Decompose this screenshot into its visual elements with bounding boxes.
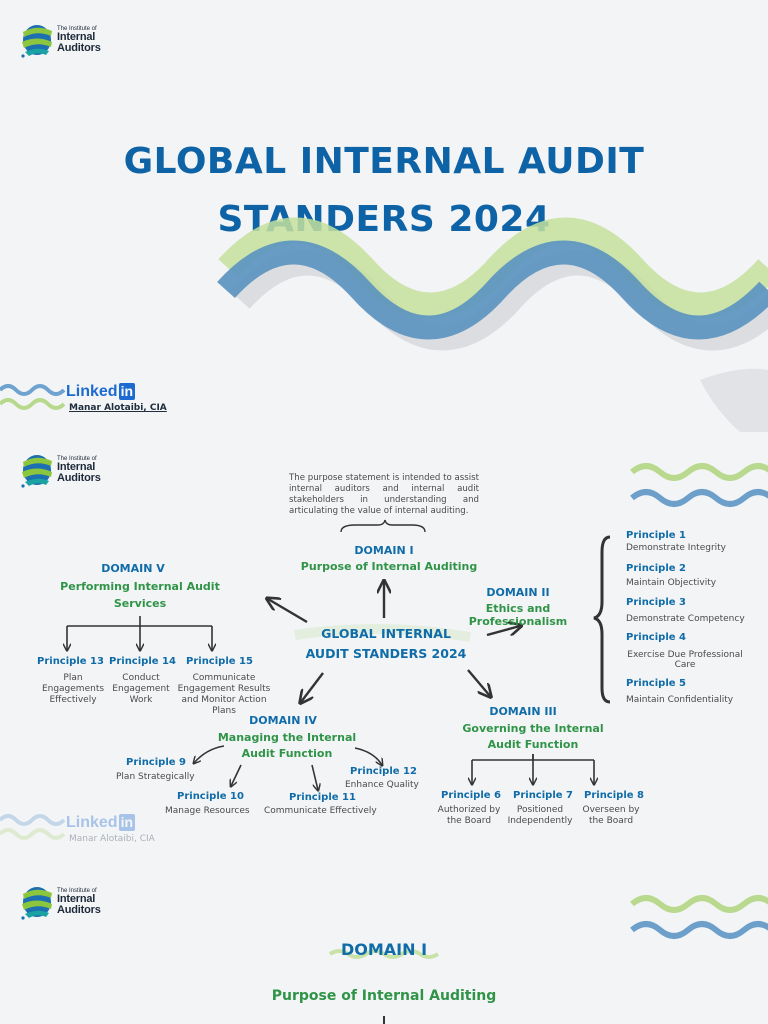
principle-6-desc: Authorized by the Board bbox=[437, 805, 501, 826]
corner-waves bbox=[632, 890, 768, 950]
principle-2-name: Principle 2 bbox=[626, 563, 686, 574]
page3-subtitle: Purpose of Internal Auditing bbox=[271, 988, 497, 1004]
cover-page bbox=[0, 0, 768, 432]
principle-2-desc: Maintain Objectivity bbox=[626, 578, 717, 588]
principle-6-name: Principle 6 bbox=[441, 790, 501, 801]
linkedin-word: Linked bbox=[66, 383, 118, 400]
principle-3-desc: Demonstrate Competency bbox=[626, 614, 745, 624]
principle-10-desc: Manage Resources bbox=[165, 806, 250, 816]
principle-5-desc: Maintain Confidentiality bbox=[626, 695, 734, 705]
principle-13-desc: Plan Engagements Effectively bbox=[41, 673, 105, 705]
principle-7-name: Principle 7 bbox=[513, 790, 573, 801]
principle-15-desc: Communicate Engagement Results and Monitor Action Plans bbox=[177, 673, 271, 716]
down-arrow-stub bbox=[380, 1016, 390, 1024]
domain2-subtitle: Ethics and Professionalism bbox=[468, 602, 568, 628]
author-link[interactable]: Manar Alotaibi, CIA bbox=[69, 403, 167, 413]
principle-11-name: Principle 11 bbox=[289, 792, 356, 803]
linkedin-word: Linked bbox=[66, 814, 118, 831]
principle-8-desc: Overseen by the Board bbox=[582, 805, 640, 826]
domain1-subtitle: Purpose of Internal Auditing bbox=[300, 560, 478, 573]
logo-line2: Internal bbox=[57, 461, 96, 473]
principle-9-name: Principle 9 bbox=[126, 757, 186, 768]
decorative-waves bbox=[0, 0, 768, 432]
principle-5-name: Principle 5 bbox=[626, 678, 686, 689]
logo-line2: Internal bbox=[57, 893, 96, 905]
domain3-subtitle: Governing the Internal Audit Function bbox=[462, 722, 604, 751]
logo-line2: Internal bbox=[57, 31, 96, 43]
small-waves-icon bbox=[0, 812, 62, 842]
page3-title: DOMAIN I bbox=[340, 940, 428, 959]
principle-15-name: Principle 15 bbox=[186, 656, 253, 667]
linkedin-in-icon: in bbox=[120, 814, 134, 830]
center-title-line2: AUDIT STANDERS 2024 bbox=[305, 646, 467, 661]
linkedin-logo bbox=[66, 812, 135, 832]
principle-11-desc: Communicate Effectively bbox=[264, 806, 377, 816]
logo-line3: Auditors bbox=[57, 42, 101, 54]
domain2-title: DOMAIN II bbox=[486, 586, 550, 599]
principle-8-name: Principle 8 bbox=[584, 790, 644, 801]
small-waves-icon bbox=[0, 382, 62, 412]
domain4-title: DOMAIN IV bbox=[249, 714, 317, 727]
globe-icon bbox=[20, 884, 54, 920]
principle-10-name: Principle 10 bbox=[177, 791, 244, 802]
domain4-subtitle: Managing the Internal Audit Function bbox=[217, 731, 357, 760]
domain1-title: DOMAIN I bbox=[354, 544, 414, 557]
logo-line3: Auditors bbox=[57, 904, 101, 916]
principle-13-name: Principle 13 bbox=[37, 656, 104, 667]
logo-text bbox=[57, 888, 101, 916]
purpose-statement: The purpose statement is intended to assist internal auditors and internal audit stakeholders in understanding and articulating the value of internal auditing. bbox=[289, 473, 479, 516]
domain5-title: DOMAIN V bbox=[101, 562, 165, 575]
cover-title-line2: STANDERS 2024 bbox=[217, 199, 551, 240]
iia-logo bbox=[20, 884, 101, 920]
center-title-line1: GLOBAL INTERNAL bbox=[321, 626, 451, 641]
principle-9-desc: Plan Strategically bbox=[116, 772, 195, 782]
principle-4-desc: Exercise Due Professional Care bbox=[627, 650, 743, 670]
mindmap-page bbox=[0, 432, 768, 864]
principle-3-name: Principle 3 bbox=[626, 597, 686, 608]
principle-4-name: Principle 4 bbox=[626, 632, 686, 643]
principle-12-desc: Enhance Quality bbox=[345, 780, 419, 790]
linkedin-in-icon: in bbox=[120, 383, 134, 399]
author-link[interactable]: Manar Alotaibi, CIA bbox=[69, 834, 155, 844]
principle-1-desc: Demonstrate Integrity bbox=[626, 543, 726, 553]
principle-12-name: Principle 12 bbox=[350, 766, 417, 777]
logo-line1: The Institute of bbox=[57, 888, 97, 894]
logo-line1: The Institute of bbox=[57, 26, 97, 32]
principle-14-name: Principle 14 bbox=[109, 656, 176, 667]
principle-1-name: Principle 1 bbox=[626, 530, 686, 541]
logo-line1: The Institute of bbox=[57, 456, 97, 462]
center-title bbox=[280, 624, 492, 664]
logo-line3: Auditors bbox=[57, 472, 101, 484]
domain1-page bbox=[0, 864, 768, 1024]
domain3-title: DOMAIN III bbox=[489, 705, 557, 718]
principle-7-desc: Positioned Independently bbox=[507, 805, 573, 826]
principle-14-desc: Conduct Engagement Work bbox=[112, 673, 170, 705]
domain5-subtitle: Performing Internal Audit Services bbox=[60, 580, 220, 610]
cover-title-line1: GLOBAL INTERNAL AUDIT bbox=[123, 141, 645, 182]
linkedin-logo bbox=[66, 381, 135, 401]
